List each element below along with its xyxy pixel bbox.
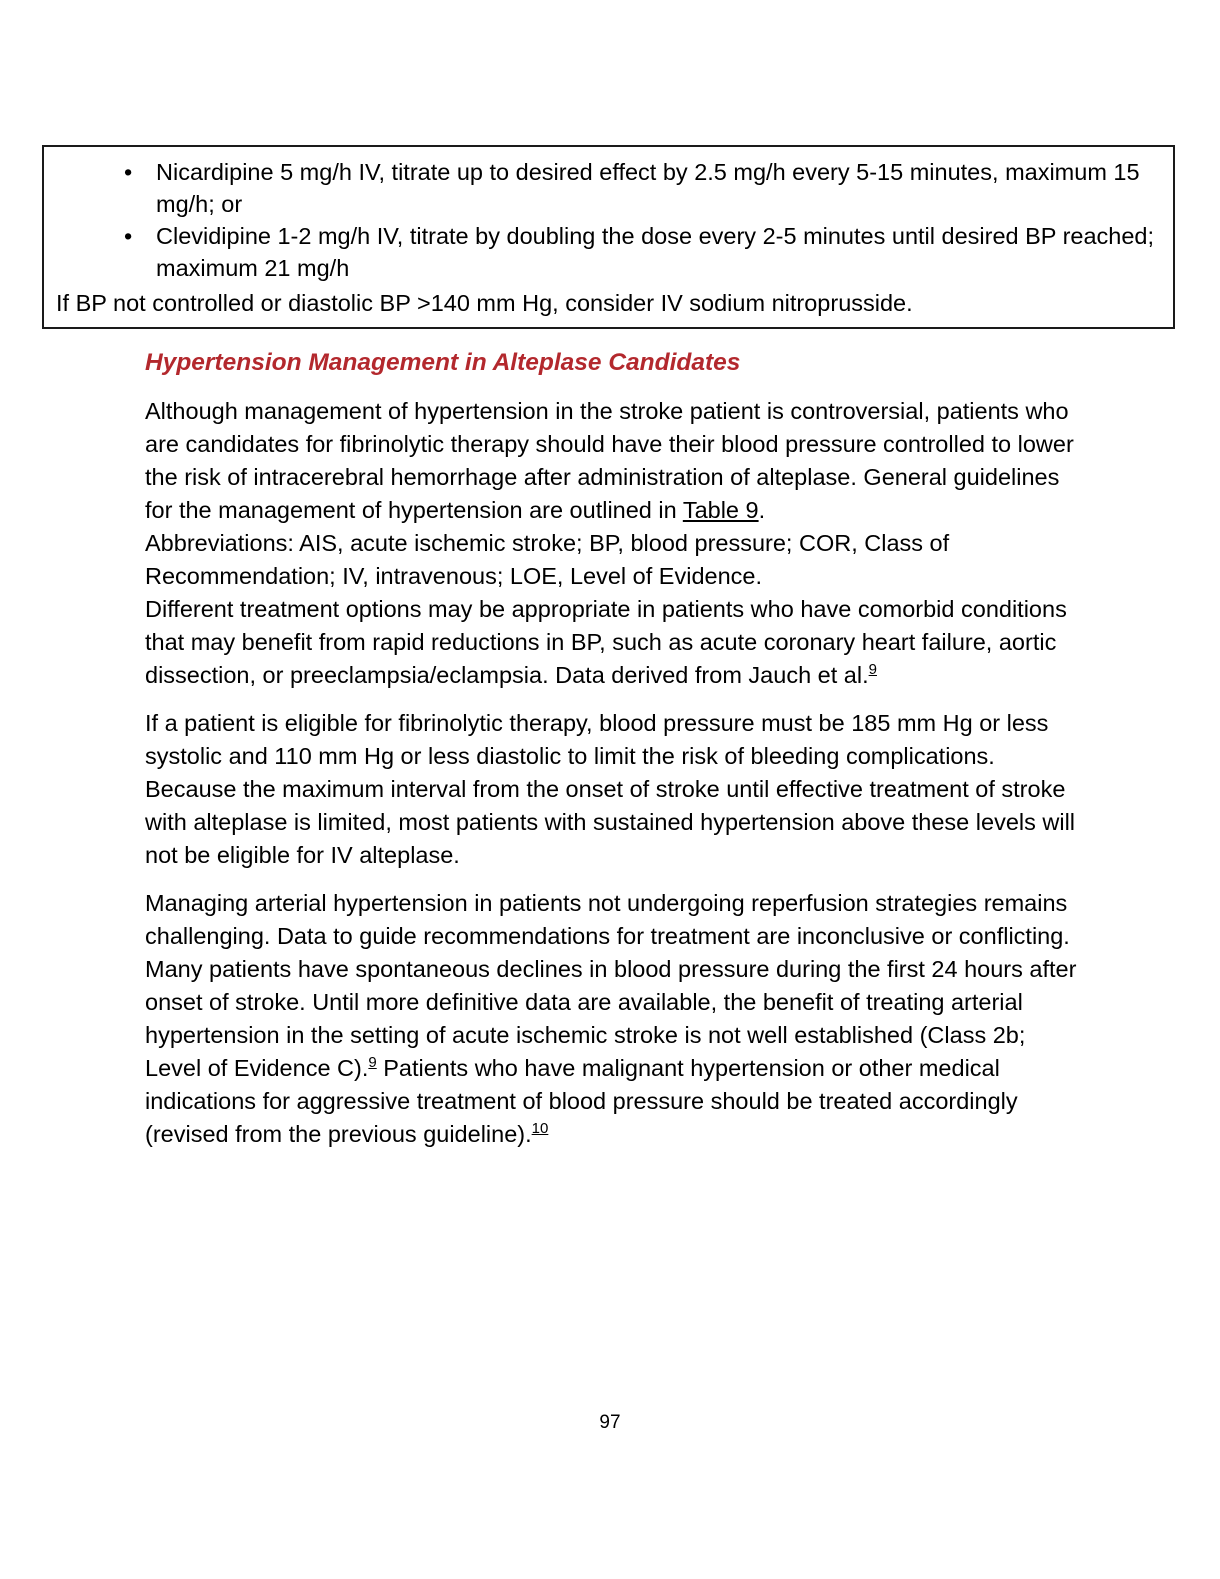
reference-superscript — [532, 1120, 549, 1137]
reference-10-link[interactable]: 10 — [531, 1120, 549, 1138]
list-item-nicardipine — [56, 156, 1161, 220]
intro-guidelines-text — [145, 395, 1083, 527]
list-item-clevidipine — [56, 220, 1161, 284]
managing-hypertension-text — [145, 887, 1083, 1151]
list-item-text: Clevidipine 1-2 mg/h IV, titrate by doubling the dose every 2-5 minutes until desired BP reached; maximum 21 mg/h — [156, 223, 1155, 281]
intro-text-after-link: . — [758, 497, 766, 523]
reference-superscript — [368, 1054, 376, 1071]
page-number: 97 — [599, 1412, 621, 1433]
managing-text-part-a: Managing arterial hypertension in patients not undergoing reperfusion strategies remains challenging. Data to guide recommendations for treatment are inconclusive or conflicting. Many patients have spontaneous declines in blood pressure during the first 24 hours after onset of stroke. Until more definitive data are available, the benefit of treating arterial hypertension in the setting of acute ischemic stroke is not well established (Class 2b; Level of Evidence C). — [145, 890, 1077, 1081]
treatment-options-note — [145, 593, 1083, 692]
table-9-link[interactable]: Table 9 — [682, 497, 759, 523]
reference-9-link[interactable]: 9 — [368, 1054, 377, 1072]
managing-text-part-b: Patients who have malignant hypertension or other medical indications for aggressive treatment of blood pressure should be treated accordingly (revised from the previous guideline). — [145, 1055, 1018, 1147]
bp-management-box — [42, 145, 1175, 329]
list-item-text: Nicardipine 5 mg/h IV, titrate up to desired effect by 2.5 mg/h every 5-15 minutes, maximum 15 mg/h; or — [156, 159, 1140, 217]
section-heading: Hypertension Management in Alteplase Candidates — [145, 349, 741, 376]
paragraph-intro — [145, 395, 1083, 692]
drug-options-list — [56, 156, 1161, 284]
paragraph-fibrinolytic-eligibility — [145, 707, 1083, 872]
box-footer-text: If BP not controlled or diastolic BP >140 mm Hg, consider IV sodium nitroprusside. — [56, 290, 913, 316]
note-text: Different treatment options may be appropriate in patients who have comorbid conditions that may benefit from rapid reductions in BP, such as acute coronary heart failure, aortic dissection, or preeclampsia/eclampsia. Data derived from Jauch et al. — [145, 596, 1067, 688]
intro-text-before-link: Although management of hypertension in the stroke patient is controversial, patients who are candidates for fibrinolytic therapy should have their blood pressure controlled to lower the risk of intracerebral hemorrhage after administration of alteplase. General guidelines for the management of hypertension are outlined in — [145, 398, 1074, 523]
abbreviations-text: Abbreviations: AIS, acute ischemic stroke; BP, blood pressure; COR, Class of Recommendation; IV, intravenous; LOE, Level of Evidence. — [145, 530, 950, 589]
fibrinolytic-eligibility-text: If a patient is eligible for fibrinolytic therapy, blood pressure must be 185 mm Hg or less systolic and 110 mm Hg or less diastolic to limit the risk of bleeding complications. Because the maximum interval from the onset of stroke until effective treatment of stroke with alteplase is limited, most patients with sustained hypertension above these levels will not be eligible for IV alteplase. — [145, 710, 1076, 868]
paragraph-managing-hypertension — [145, 887, 1083, 1151]
reference-superscript — [869, 661, 877, 678]
reference-9-link[interactable]: 9 — [868, 661, 877, 679]
body-column — [145, 346, 1083, 1166]
